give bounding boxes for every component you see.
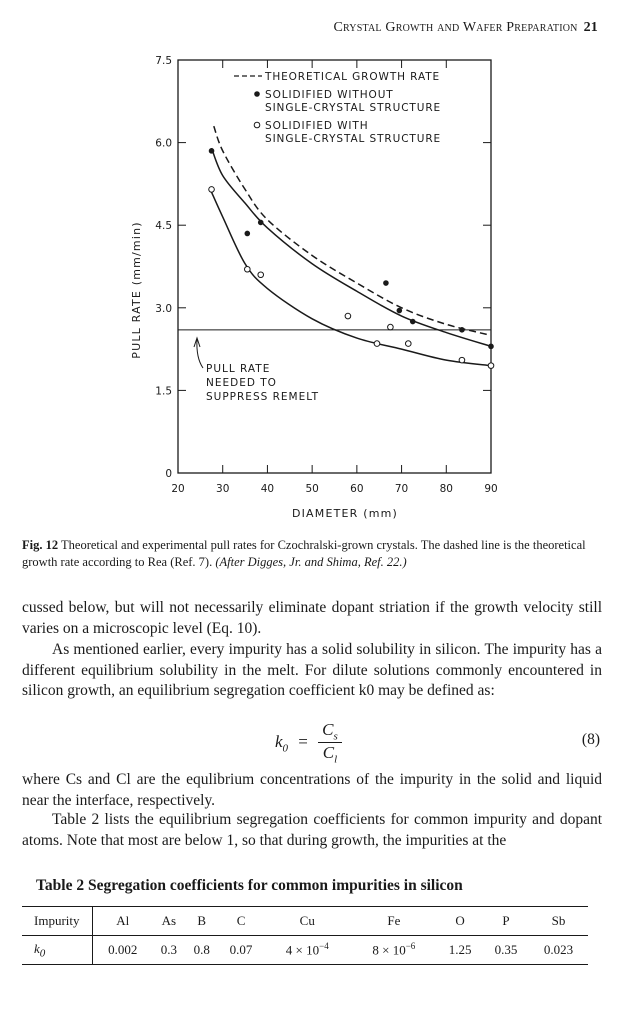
paragraph-2: As mentioned earlier, every impurity has a solid solubility in silicon. The impurity has a different equilibrium solubility in the melt. For dilute solutions commonly encountered in silicon growth, an equilibrium segregation coefficient k0 may be defined as:: [22, 641, 602, 699]
y-axis-label: PULL RATE (mm/min): [130, 221, 143, 359]
x-tick-label: 70: [394, 483, 409, 495]
equation-number: (8): [581, 731, 600, 748]
table-header-cell: C: [218, 907, 264, 936]
reference-label-line-2: NEEDED TO: [206, 377, 277, 389]
equation-equals: =: [298, 731, 308, 751]
filled-point: [397, 308, 403, 314]
legend-entry-without-line-2: SINGLE-CRYSTAL STRUCTURE: [265, 102, 442, 114]
x-tick-label: 80: [439, 483, 453, 495]
filled-point: [488, 344, 494, 350]
table-cell: 0.07: [218, 936, 264, 965]
x-tick-label: 20: [171, 483, 185, 495]
legend-entry-with-line-2: SINGLE-CRYSTAL STRUCTURE: [265, 133, 442, 145]
table-cell: $8 \times 10^{-6}$: [351, 936, 438, 965]
table-header-cell: Fe: [351, 907, 438, 936]
open-point: [374, 341, 380, 347]
y-tick-label: 1.5: [155, 385, 172, 398]
y-tick-label: 7.5: [155, 55, 172, 67]
table-cell: 0.023: [529, 936, 588, 965]
open-point: [388, 324, 394, 330]
legend: [234, 71, 441, 145]
equation-numerator: $C_s$: [322, 720, 338, 743]
open-point: [405, 341, 411, 347]
paragraph-4: Table 2 lists the equilibrium segregation coefficients for common impurity and dopant atoms. Note that most are below 1, so that during growth, the impurities at the: [22, 811, 602, 849]
paragraph-1: cussed below, but will not necessarily eliminate dopant striation if the growth velocity still varies on a microscopic level (Eq. 10).: [22, 599, 602, 637]
legend-filled-circle-icon: [254, 91, 260, 97]
series-line-0: [214, 126, 491, 335]
x-tick-label: 90: [484, 483, 498, 495]
table-row: [22, 936, 588, 965]
figure-caption-text: Theoretical and experimental pull rates for Czochralski-grown crystals. The dashed line is the theoretical growth rate according to Rea (Ref. 7).: [22, 538, 586, 569]
x-tick-label: 50: [305, 483, 319, 495]
table-header-cell: As: [153, 907, 186, 936]
x-axis-label: DIAMETER (mm): [291, 507, 399, 520]
open-point: [258, 272, 264, 278]
reference-label-line-3: SUPPRESS REMELT: [206, 391, 320, 403]
series-line-1: [212, 148, 491, 346]
table-header-cell: P: [483, 907, 529, 936]
legend-open-circle-icon: [254, 122, 260, 128]
equation-8: [275, 720, 342, 766]
y-tick-label: 0: [165, 468, 172, 480]
figure-label: Fig. 12: [22, 538, 59, 552]
legend-entry-without-line-1: SOLIDIFIED WITHOUT: [265, 89, 394, 101]
table-row-label: Impurity: [22, 907, 93, 936]
open-point: [488, 363, 494, 369]
table-title: Table 2 Segregation coefficients for common impurities in silicon: [36, 877, 463, 894]
table-header-cell: Cu: [264, 907, 351, 936]
table-cell: 0.35: [483, 936, 529, 965]
open-point: [345, 313, 351, 319]
table-row-label: $k_0$: [22, 936, 93, 965]
table-header-cell: Sb: [529, 907, 588, 936]
series-line-2: [212, 192, 491, 365]
legend-entry-theoretical: THEORETICAL GROWTH RATE: [265, 71, 441, 83]
equation-fraction: [318, 720, 342, 766]
filled-point: [258, 220, 264, 226]
table-header-cell: Al: [93, 907, 153, 936]
figure-credit: (After Digges, Jr. and Shima, Ref. 22.): [215, 555, 407, 569]
table-header-row: [22, 907, 588, 936]
table-header-cell: B: [185, 907, 218, 936]
segregation-table: [22, 906, 588, 965]
legend-entry-with-line-1: SOLIDIFIED WITH: [265, 120, 369, 132]
x-tick-label: 30: [216, 483, 230, 495]
filled-point: [245, 231, 251, 237]
open-point: [459, 357, 465, 363]
filled-point: [209, 148, 215, 154]
y-tick-label: 3.0: [155, 302, 172, 315]
x-tick-label: 60: [350, 483, 364, 495]
paragraph-3: where Cs and Cl are the equlibrium concentrations of the impurity in the solid and liquid near the interface, respectively.: [22, 771, 602, 809]
figure-caption: [22, 537, 604, 571]
filled-point: [410, 319, 416, 325]
table-cell: 0.8: [185, 936, 218, 965]
reference-arrow: [197, 339, 203, 368]
running-header-title: Crystal Growth and Wafer Preparation: [333, 20, 578, 35]
open-point: [209, 187, 215, 193]
y-tick-label: 4.5: [155, 220, 172, 233]
table-header-cell: O: [437, 907, 483, 936]
y-tick-label: 6.0: [155, 137, 172, 150]
reference-label-line-1: PULL RATE: [206, 363, 271, 375]
table-cell: 1.25: [437, 936, 483, 965]
table-cell: 0.3: [153, 936, 186, 965]
table-cell: 0.002: [93, 936, 153, 965]
filled-point: [383, 280, 389, 286]
equation-lhs: $k_0$: [275, 731, 289, 755]
table-cell: $4 \times 10^{-4}$: [264, 936, 351, 965]
page-number: 21: [583, 20, 598, 35]
x-tick-label: 40: [260, 483, 275, 495]
equation-denominator: $C_l$: [318, 742, 342, 765]
open-point: [245, 266, 251, 272]
